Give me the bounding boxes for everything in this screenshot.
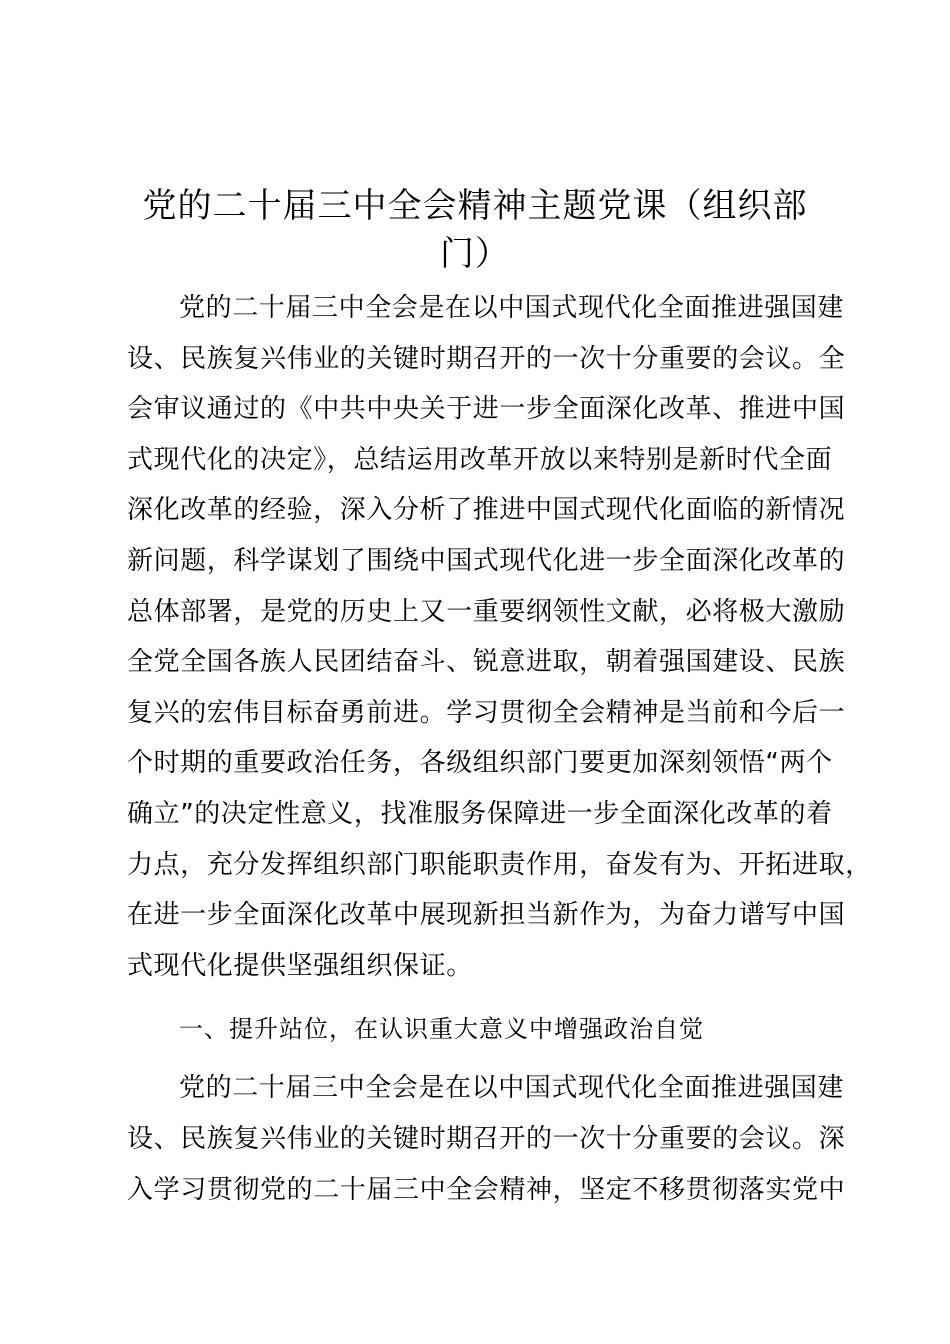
document-body: [127, 283, 872, 1215]
section-heading: [127, 1004, 832, 1054]
text-line: 式现代化的决定》，总结运用改革开放以来特别是新时代全面: [127, 444, 833, 475]
text-line: 确立”的决定性意义，找准服务保障进一步全面深化改革的着: [127, 798, 833, 829]
spacer: [127, 1054, 832, 1063]
paragraph-section1: [127, 1063, 846, 1215]
text-line: 总体部署，是党的历史上又一重要纲领性文献，必将极大激励: [127, 596, 846, 627]
text-line: 设、民族复兴伟业的关键时期召开的一次十分重要的会议。深: [127, 1123, 846, 1154]
section-heading-text: 一、提升站位，在认识重大意义中增强政治自觉: [179, 1015, 704, 1044]
text-line: 会审议通过的《中共中央关于进一步全面深化改革、推进中国: [127, 394, 846, 425]
text-line: 设、民族复兴伟业的关键时期召开的一次十分重要的会议。全: [127, 343, 846, 374]
paragraph-intro: [127, 283, 872, 991]
text-line: 党的二十届三中全会是在以中国式现代化全面推进强国建: [179, 1073, 845, 1104]
title-line: 党的二十届三中全会精神主题党课（组织部: [142, 186, 808, 226]
text-line: 在进一步全面深化改革中展现新担当新作为，为奋力谱写中国: [127, 900, 846, 931]
title-line: 门）: [440, 234, 510, 274]
text-line: 深化改革的经验，深入分析了推进中国式现代化面临的新情况: [127, 495, 846, 526]
text-line: 力点，充分发挥组织部门职能职责作用，奋发有为、开拓进取，: [127, 849, 872, 880]
text-line: 党的二十届三中全会是在以中国式现代化全面推进强国建: [179, 293, 845, 323]
text-line: 新问题，科学谋划了围绕中国式现代化进一步全面深化改革的: [127, 545, 846, 576]
text-line: 式现代化提供坚强组织保证。: [127, 950, 473, 981]
text-line: 个时期的重要政治任务，各级组织部门要更加深刻领悟“两个: [127, 748, 833, 779]
text-line: 全党全国各族人民团结奋斗、锐意进取，朝着强国建设、民族: [127, 647, 846, 678]
document-title: [130, 182, 820, 278]
text-line: 复兴的宏伟目标奋勇前进。学习贯彻全会精神是当前和今后一: [127, 697, 846, 728]
text-line: 入学习贯彻党的二十届三中全会精神，坚定不移贯彻落实党中: [127, 1174, 846, 1205]
